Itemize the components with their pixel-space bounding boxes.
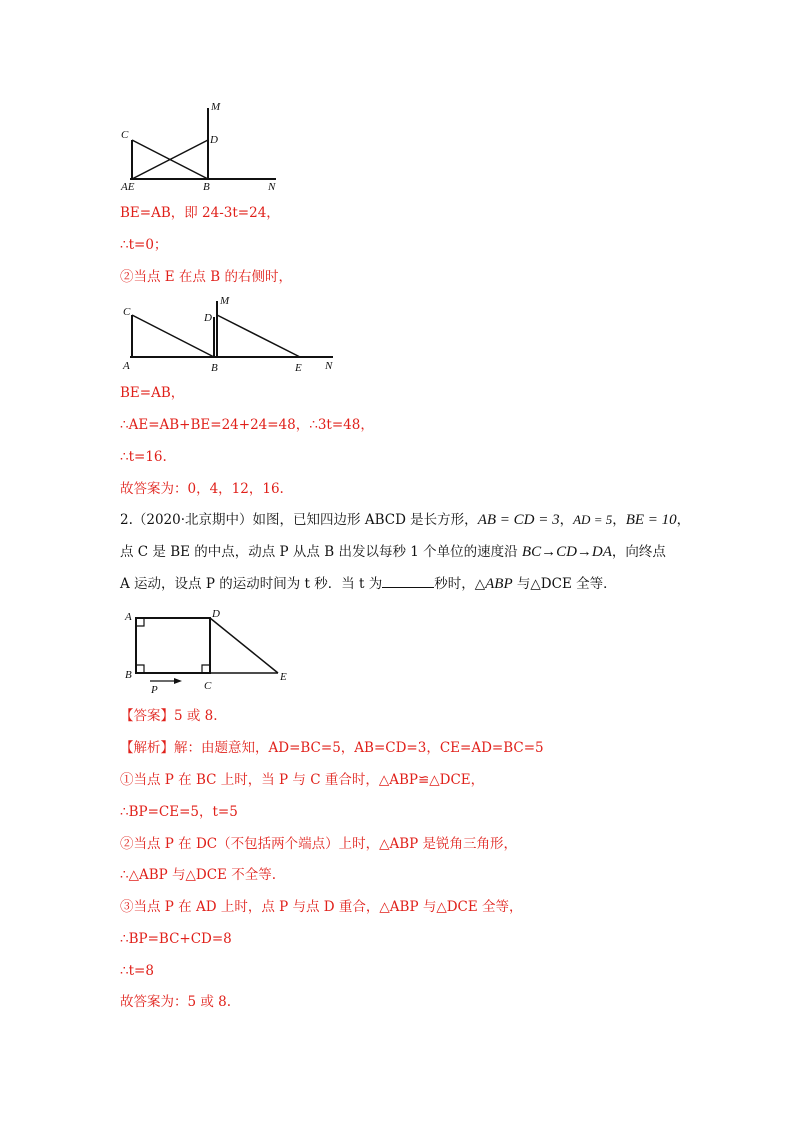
- fig1-label-d: D: [210, 134, 218, 146]
- math-ab-cd: AB = CD = 3: [477, 512, 560, 528]
- question-text: 点 C 是 BE 的中点，动点 P 从点 B 出发以每秒 1 个单位的速度沿: [120, 544, 522, 560]
- final-answer-line: 故答案为：0，4，12，16.: [120, 481, 284, 497]
- question-2-line-1: [120, 511, 690, 529]
- solution-line: BE=AB，: [120, 385, 185, 401]
- solution-line: ②当点 E 在点 B 的右侧时，: [120, 269, 292, 285]
- fig2-label-c: C: [123, 306, 131, 318]
- math-path: BC→CD→DA: [521, 544, 612, 560]
- question-text: ，: [676, 512, 691, 528]
- figure-2: [118, 295, 348, 375]
- question-text: ，: [612, 512, 626, 528]
- answer-blank: [382, 575, 434, 588]
- analysis-line: ∴BP=CE=5，t=5: [120, 804, 238, 820]
- question-2-line-2: [120, 543, 666, 561]
- fig1-label-m: M: [211, 101, 221, 113]
- fig3-label-a: A: [125, 611, 132, 623]
- final-answer-line: 故答案为：5 或 8.: [120, 994, 232, 1010]
- fig3-label-e: E: [280, 671, 287, 683]
- fig1-label-ae: AE: [121, 181, 135, 193]
- math-be: BE = 10: [625, 512, 677, 528]
- fig2-label-d: D: [204, 312, 212, 324]
- fig3-label-d: D: [212, 608, 220, 620]
- fig2-label-n: N: [325, 360, 333, 372]
- question-text: 与△DCE 全等．: [512, 576, 617, 592]
- fig1-label-n: N: [268, 181, 276, 193]
- math-ad: AD = 5: [573, 512, 613, 527]
- analysis-line: ②当点 P 在 DC（不包括两个端点）上时，△ABP 是锐角三角形，: [120, 836, 518, 852]
- solution-line: BE=AB，即 24-3t=24，: [120, 205, 280, 221]
- fig2-label-b: B: [211, 362, 218, 374]
- fig2-label-a: A: [123, 360, 130, 372]
- fig3-label-b: B: [125, 669, 132, 681]
- fig2-label-m: M: [220, 295, 230, 307]
- fig3-label-p: P: [151, 684, 158, 695]
- answer-line: 【答案】5 或 8.: [120, 708, 218, 724]
- question-text: ，: [559, 512, 574, 528]
- analysis-line: ③当点 P 在 AD 上时，点 P 与点 D 重合，△ABP 与△DCE 全等，: [120, 899, 523, 915]
- fig1-label-c: C: [121, 129, 129, 141]
- figure-3: [118, 603, 298, 695]
- analysis-line: 【解析】解：由题意知，AD=BC=5，AB=CD=3，CE=AD=BC=5: [120, 740, 544, 756]
- question-text: ，向终点: [611, 544, 666, 560]
- math-abp: ABP: [485, 576, 513, 592]
- question-text: 秒时，△: [434, 576, 486, 592]
- analysis-line: ∴BP=BC+CD=8: [120, 931, 232, 947]
- fig3-label-c: C: [204, 680, 212, 692]
- solution-line: ∴AE=AB+BE=24+24=48，∴3t=48，: [120, 417, 374, 433]
- analysis-line: ∴t=8: [120, 963, 154, 979]
- question-2-line-3: [120, 575, 617, 593]
- question-text: 2.（2020·北京期中）如图，已知四边形 ABCD 是长方形，: [120, 512, 478, 528]
- fig1-label-b: B: [203, 181, 210, 193]
- analysis-line: ①当点 P 在 BC 上时，当 P 与 C 重合时，△ABP≌△DCE，: [120, 772, 485, 788]
- question-text: A 运动，设点 P 的运动时间为 t 秒．当 t 为: [120, 576, 383, 592]
- solution-line: ∴t=16.: [120, 449, 167, 465]
- solution-line: ∴t=0；: [120, 237, 168, 253]
- fig2-label-e: E: [295, 362, 302, 374]
- analysis-line: ∴△ABP 与△DCE 不全等.: [120, 867, 276, 883]
- figure-1: [118, 100, 288, 195]
